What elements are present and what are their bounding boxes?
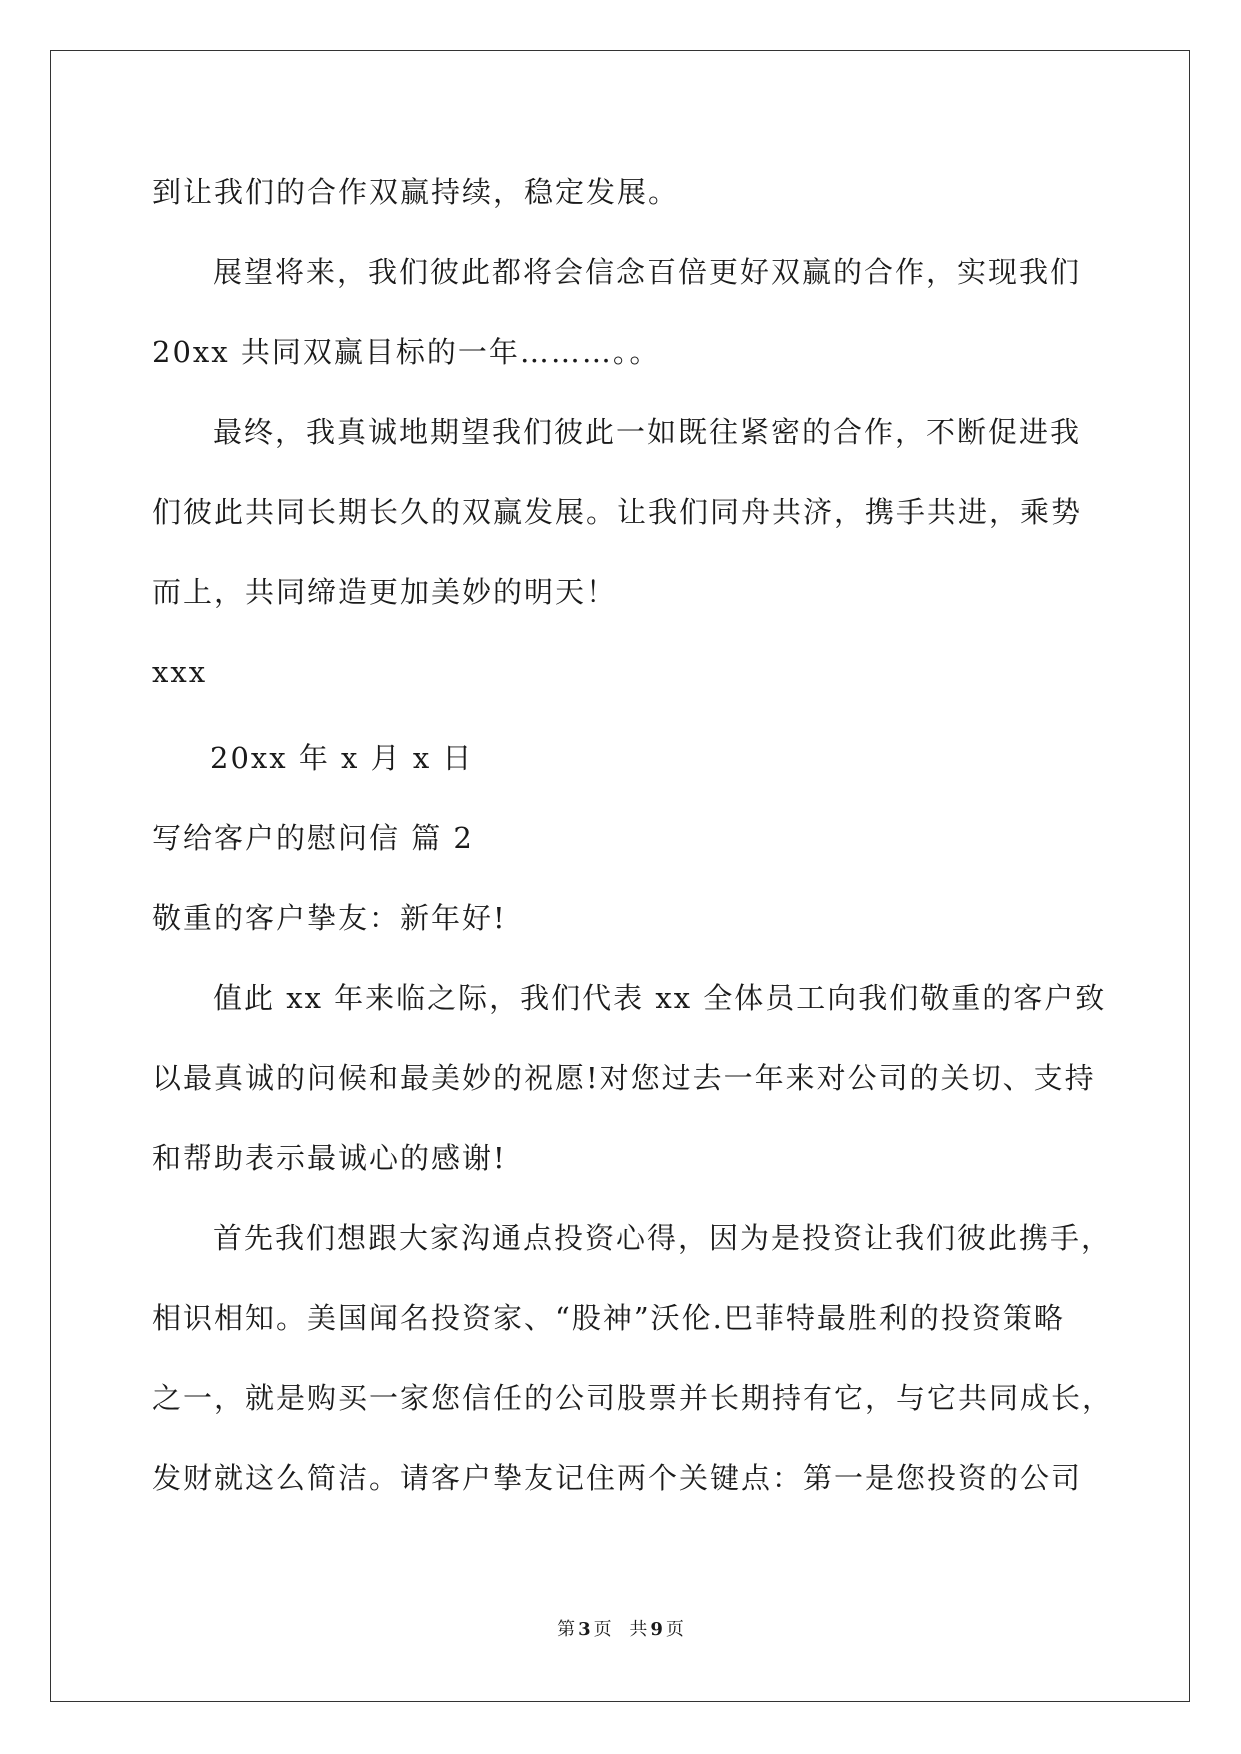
- paragraph-line: 20xx 共同双赢目标的一年………。。: [152, 335, 661, 369]
- paragraph-line: 相识相知。美国闻名投资家、“股神”沃伦.巴菲特最胜利的投资策略: [152, 1301, 1065, 1335]
- paragraph-line: 而上，共同缔造更加美妙的明天！: [152, 575, 618, 609]
- section-title: 写给客户的慰问信 篇 2: [152, 821, 474, 855]
- paragraph-line: 之一，就是购买一家您信任的公司股票并长期持有它，与它共同成长，: [152, 1381, 1114, 1415]
- page-number: 第 3 页: [557, 1619, 612, 1640]
- total-pages: 共 9 页: [629, 1619, 684, 1640]
- paragraph-line: 以最真诚的问候和最美妙的祝愿!对您过去一年来对公司的关切、支持: [152, 1061, 1096, 1095]
- page-border: [50, 50, 1190, 1702]
- salutation: 敬重的客户挚友：新年好!: [152, 901, 507, 935]
- paragraph-line: 展望将来，我们彼此都将会信念百倍更好双赢的合作，实现我们: [213, 255, 1082, 289]
- page-footer: [0, 1618, 1241, 1642]
- paragraph-line: 和帮助表示最诚心的感谢!: [152, 1141, 507, 1175]
- signature-date: 20xx 年 x 月 x 日: [210, 741, 474, 775]
- paragraph-line: 最终，我真诚地期望我们彼此一如既往紧密的合作，不断促进我: [213, 415, 1082, 449]
- paragraph-line: 首先我们想跟大家沟通点投资心得，因为是投资让我们彼此携手，: [213, 1221, 1113, 1255]
- signature-name: xxx: [152, 655, 208, 689]
- paragraph-line: 到让我们的合作双赢持续，稳定发展。: [152, 175, 680, 209]
- paragraph-line: 发财就这么简洁。请客户挚友记住两个关键点：第一是您投资的公司: [152, 1461, 1083, 1495]
- paragraph-line: 值此 xx 年来临之际，我们代表 xx 全体员工向我们敬重的客户致: [213, 981, 1107, 1015]
- paragraph-line: 们彼此共同长期长久的双赢发展。让我们同舟共济，携手共进，乘势: [152, 495, 1083, 529]
